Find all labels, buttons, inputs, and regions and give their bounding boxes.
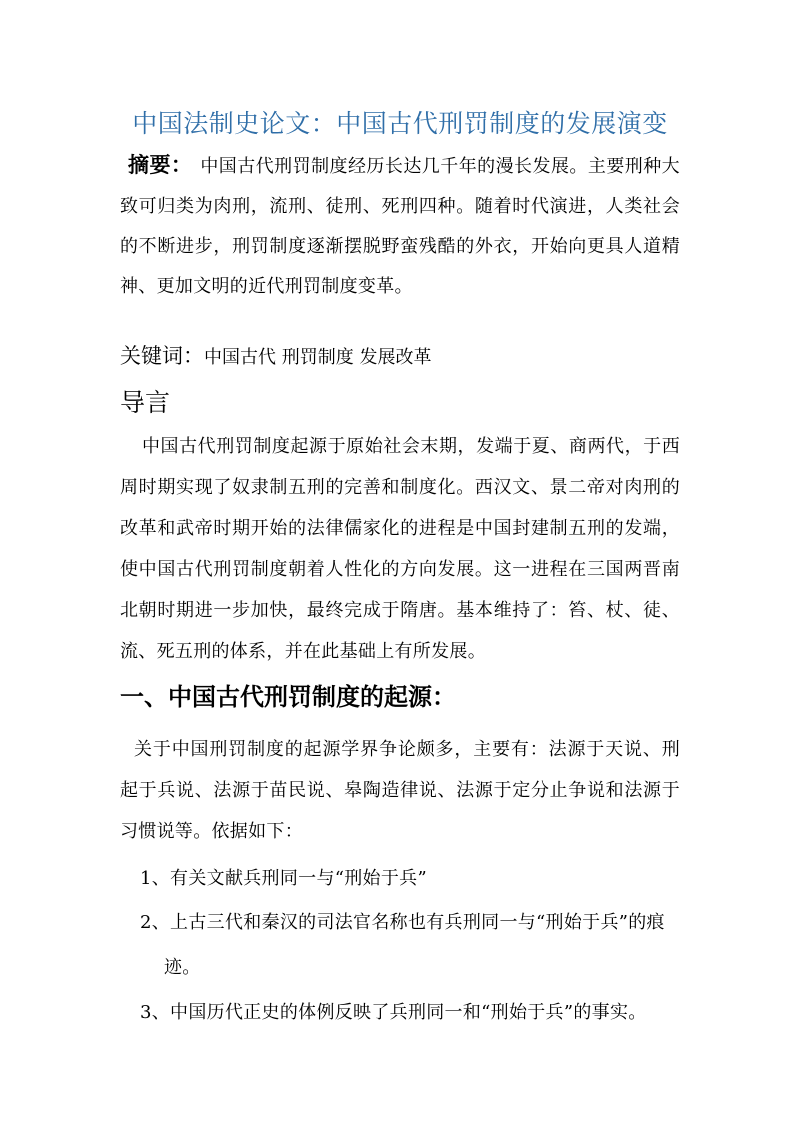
abstract-label: 摘要： (128, 153, 193, 177)
keywords-line (120, 336, 680, 378)
list-item: 2、上古三代和秦汉的司法官名称也有兵刑同一与“刑始于兵”的痕迹。 (140, 912, 665, 978)
keywords-text: 中国古代 刑罚制度 发展改革 (204, 347, 432, 368)
abstract-paragraph (120, 145, 680, 307)
introduction-paragraph: 中国古代刑罚制度起源于原始社会末期，发端于夏、商两代，于西周时期实现了奴隶制五刑的完善和制度化。西汉文、景二帝对肉刑的改革和武帝时期开始的法律儒家化的进程是中国封建制五刑的发端，使中国古代刑罚制度朝着人性化的方向发展。这一进程在三国两晋南北朝时期进一步加快，最终完成于隋唐。基本维持了：笞、杖、徒、流、死五刑的体系，并在此基础上有所发展。 (120, 436, 680, 662)
list-item: 1、有关文献兵刑同一与“刑始于兵” (140, 868, 427, 889)
list-item: 3、中国历代正史的体例反映了兵刑同一和“刑始于兵”的事实。 (140, 1002, 647, 1023)
abstract-text: 中国古代刑罚制度经历长达几千年的漫长发展。主要刑种大致可归类为肉刑，流刑、徒刑、死刑四种。随着时代演进，人类社会的不断进步，刑罚制度逐渐摆脱野蛮残酷的外衣，开始向更具人道精神、更加文明的近代刑罚制度变革。 (120, 156, 680, 297)
section-1-paragraph: 关于中国刑罚制度的起源学界争论颇多，主要有：法源于天说、刑起于兵说、法源于苗民说、皋陶造律说、法源于定分止争说和法源于习惯说等。依据如下： (120, 739, 680, 842)
introduction-heading: 导言 (120, 388, 171, 417)
section-1-heading: 一、中国古代刑罚制度的起源： (120, 683, 456, 711)
document-title: 中国法制史论文：中国古代刑罚制度的发展演变 (132, 109, 668, 138)
keywords-label: 关键词： (120, 344, 204, 368)
